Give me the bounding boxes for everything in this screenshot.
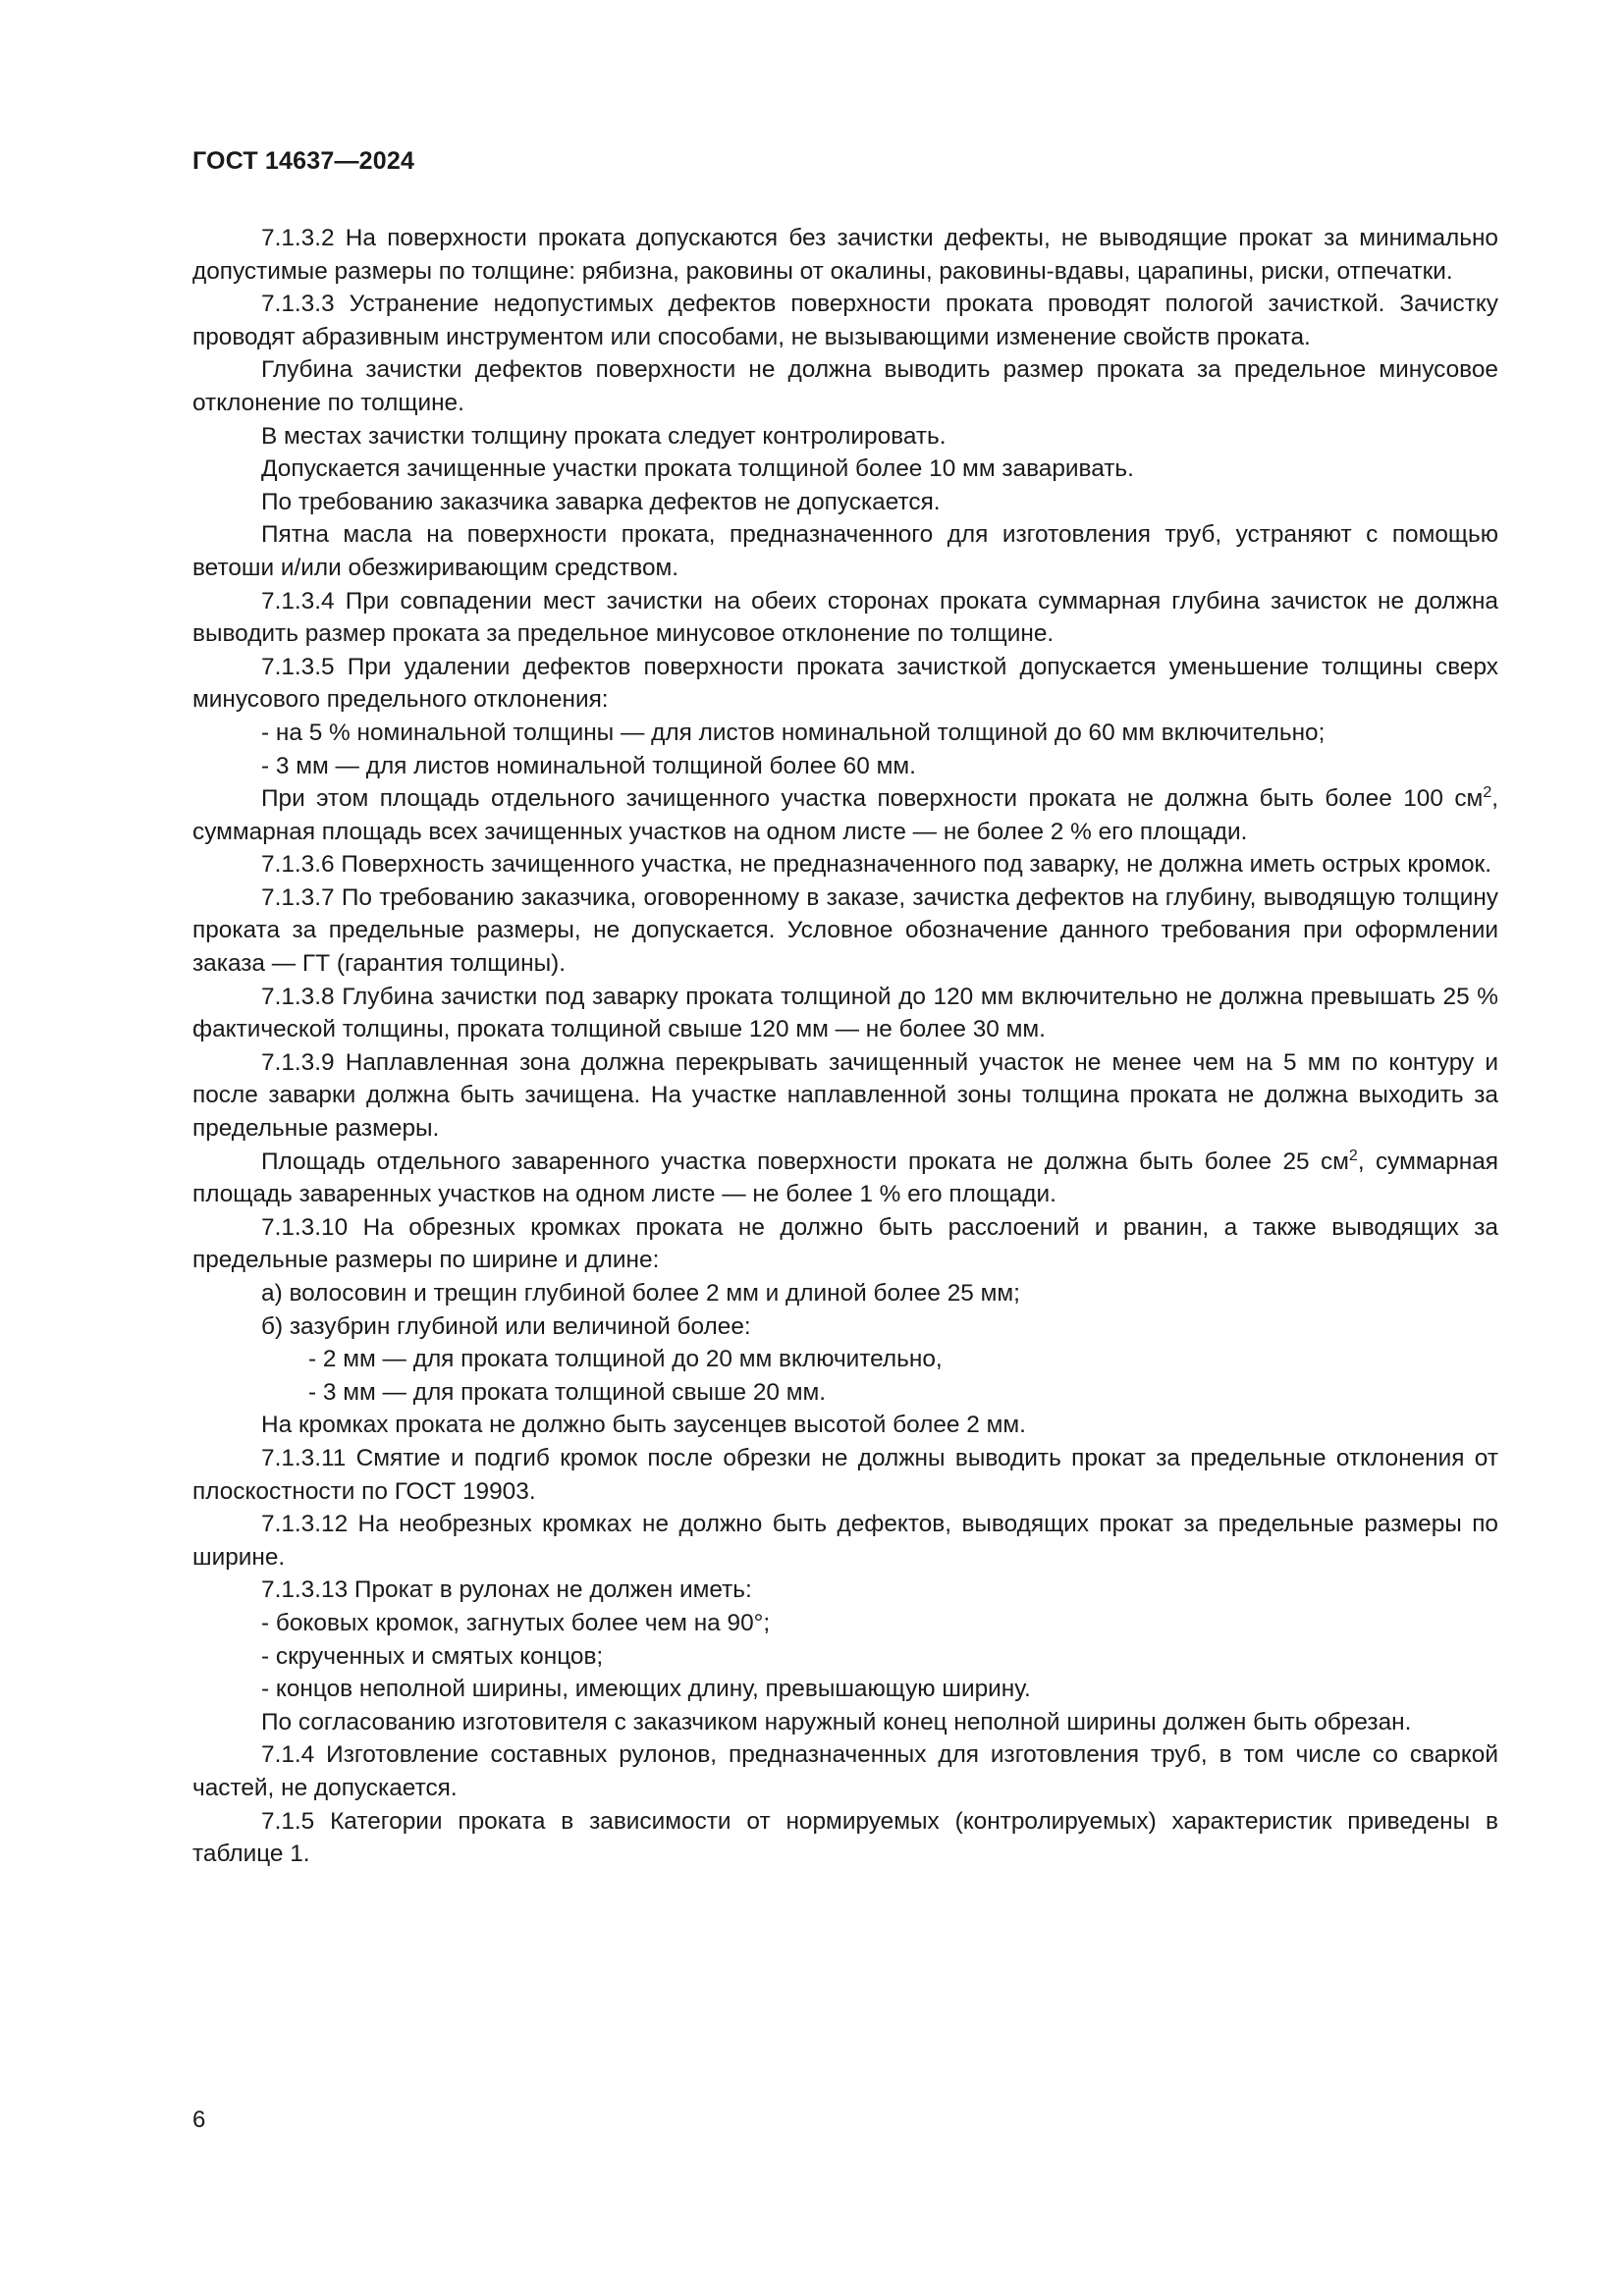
list-item: - на 5 % номинальной толщины — для листов номинальной толщиной до 60 мм включительно; <box>261 719 1326 746</box>
paragraph-7-1-3-8: 7.1.3.8 Глубина зачистки под заварку проката толщиной до 120 мм включительно не должна превышать 25 % фактической толщины, проката толщиной свыше 120 мм — не более 30 мм. <box>192 983 1498 1043</box>
paragraph-7-1-3-7: 7.1.3.7 По требованию заказчика, оговоренному в заказе, зачистка дефектов на глубину, выводящую толщину проката за предельные размеры, не допускается. Условное обозначение данного требования при оформлении заказа — ГТ (гарантия толщины). <box>192 883 1498 978</box>
list-item: - 2 мм — для проката толщиной до 20 мм включительно, <box>308 1346 943 1373</box>
superscript: 2 <box>1348 1147 1358 1164</box>
list-item: - 3 мм — для проката толщиной свыше 20 мм. <box>308 1378 827 1406</box>
list-item: - 3 мм — для листов номинальной толщиной более 60 мм. <box>261 752 916 779</box>
document-header: ГОСТ 14637—2024 <box>192 147 415 175</box>
paragraph-7-1-3-9: 7.1.3.9 Наплавленная зона должна перекрывать зачищенный участок не менее чем на 5 мм по контуру и после заварки должна быть зачищена. На участке наплавленной зоны толщина проката не должна выходить за предельные размеры. <box>192 1048 1498 1143</box>
paragraph-7-1-3-12: 7.1.3.12 На необрезных кромках не должно быть дефектов, выводящих прокат за предельные размеры по ширине. <box>192 1511 1498 1571</box>
text-segment: Площадь отдельного заваренного участка поверхности проката не должна быть более 25 см <box>261 1148 1349 1175</box>
page-number: 6 <box>192 2107 206 2133</box>
text-segment: , суммарная площадь заваренных участков на одном листе — не более 1 % его площади. <box>192 1148 1498 1208</box>
text-segment: При этом площадь отдельного зачищенного участка поверхности проката не должна быть более 100 см <box>261 785 1484 813</box>
list-item: а) волосовин и трещин глубиной более 2 мм и длиной более 25 мм; <box>261 1280 1020 1307</box>
paragraph-7-1-3-5: 7.1.3.5 При удалении дефектов поверхности проката зачисткой допускается уменьшение толщины сверх минусового предельного отклонения: <box>192 653 1498 714</box>
paragraph-7-1-3-4: 7.1.3.4 При совпадении мест зачистки на обеих сторонах проката суммарная глубина зачисток не должна выводить размер проката за предельное минусовое отклонение по толщине. <box>192 587 1498 648</box>
paragraph-7-1-3-6: 7.1.3.6 Поверхность зачищенного участка, не предназначенного под заварку, не должна иметь острых кромок. <box>261 851 1491 879</box>
paragraph-burrs: На кромках проката не должно быть заусенцев высотой более 2 мм. <box>261 1412 1026 1439</box>
list-item: - скрученных и смятых концов; <box>261 1642 604 1670</box>
document-body <box>192 222 1498 1871</box>
paragraph-cleaned-area <box>192 782 1498 848</box>
list-item: б) зазубрин глубиной или величиной более: <box>261 1312 751 1340</box>
list-item: - боковых кромок, загнутых более чем на 90°; <box>261 1609 771 1636</box>
paragraph-7-1-5: 7.1.5 Категории проката в зависимости от нормируемых (контролируемых) характеристик приведены в таблице 1. <box>192 1807 1498 1868</box>
superscript: 2 <box>1483 783 1492 801</box>
paragraph-outer-end: По согласованию изготовителя с заказчиком наружный конец неполной ширины должен быть обрезан. <box>261 1708 1412 1735</box>
paragraph-7-1-4: 7.1.4 Изготовление составных рулонов, предназначенных для изготовления труб, в том числе со сваркой частей, не допускается. <box>192 1741 1498 1801</box>
paragraph-oil-stains: Пятна масла на поверхности проката, предназначенного для изготовления труб, устраняют с помощью ветоши и/или обезжиривающим средством. <box>192 521 1498 581</box>
paragraph-7-1-3-11: 7.1.3.11 Смятие и подгиб кромок после обрезки не должны выводить прокат за предельные отклонения от плоскостности по ГОСТ 19903. <box>192 1444 1498 1505</box>
paragraph-welded-area <box>192 1146 1498 1211</box>
text-segment: , суммарная площадь всех зачищенных участков на одном листе — не более 2 % его площади. <box>192 785 1498 845</box>
paragraph-7-1-3-13: 7.1.3.13 Прокат в рулонах не должен иметь: <box>261 1576 752 1604</box>
paragraph-7-1-3-10: 7.1.3.10 На обрезных кромках проката не должно быть расслоений и рванин, а также выводящих за предельные размеры по ширине и длине: <box>192 1213 1498 1274</box>
paragraph-7-1-3-2: 7.1.3.2 На поверхности проката допускаются без зачистки дефекты, не выводящие прокат за минимально допустимые размеры по толщине: рябизна, раковины от окалины, раковины-вдавы, царапины, риски, отпечатки. <box>192 225 1498 285</box>
paragraph-thickness-control: В местах зачистки толщину проката следует контролировать. <box>261 422 947 450</box>
paragraph-7-1-3-3: 7.1.3.3 Устранение недопустимых дефектов поверхности проката проводят пологой зачисткой. Зачистку проводят абразивным инструментом или способами, не вызывающими изменение свойств проката. <box>192 291 1498 350</box>
list-item: - концов неполной ширины, имеющих длину, превышающую ширину. <box>261 1676 1031 1703</box>
paragraph-welding-not-allowed: По требованию заказчика заварка дефектов не допускается. <box>261 488 941 515</box>
paragraph-welding-allowed: Допускается зачищенные участки проката толщиной более 10 мм заваривать. <box>261 455 1134 483</box>
paragraph-cleaning-depth: Глубина зачистки дефектов поверхности не должна выводить размер проката за предельное минусовое отклонение по толщине. <box>192 356 1498 416</box>
